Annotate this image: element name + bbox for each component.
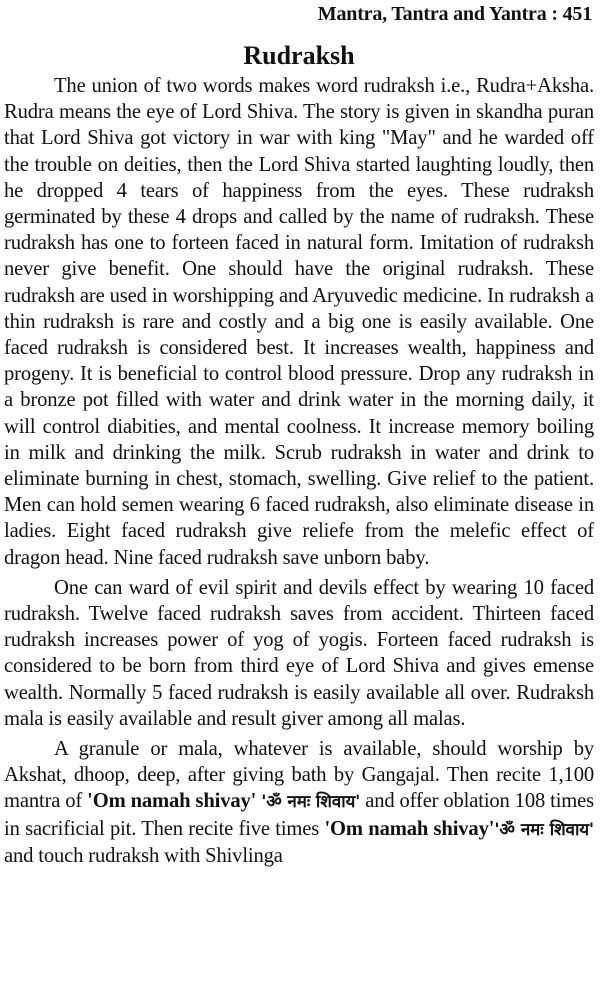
mantra-transliteration-2: 'Om namah shivay' [324,817,495,840]
mantra-devanagari-2: 'ॐ नमः शिवाय' [494,819,594,840]
mantra-devanagari-1: 'ॐ नमः शिवाय' [261,792,361,813]
paragraph-3-text-1: A granule or mala, whatever is available, should worship by Akshat, dhoop, deep, after giving bath by Gangajal. Then recite 1,100 mantra of [4,738,594,813]
paragraph-3-text-2: and offer oblation 108 times in sacrificial pit. Then recite five times [4,790,594,840]
running-header: Mantra, Tantra and Yantra : 451 [317,3,592,25]
paragraph-1: The union of two words makes word rudraksh i.e., Rudra+Aksha. Rudra means the eye of Lord Shiva. The story is given in skandha puran that Lord Shiva got victory in war with king "May" and he warded off the trouble on deities, then the Lord Shiva started laughting loudly, then he dropped 4 tears of happiness from the eyes. These rudraksh germinated by these 4 drops and called by the name of rudraksh. These rudraksh has one to forteen faced in natural form. Imitation of rudraksh never give benefit. One should have the original rudraksh. These rudraksh are used in worshipping and Aryuvedic medicine. In rudraksh a thin rudraksh is rare and costly and a big one is easily available. One faced rudraksh is considered best. It increases wealth, happiness and progeny. It is beneficial to control blood pressure. Drop any rudraksh in a bronze pot filled with water and drink water in the morning daily, it will control diabities, and mental coolness. It increase memory boiling in milk and drinking the milk. Scrub rudraksh in water and drink to eliminate burning in chest, stomach, swelling. Give relief to the patient. Men can hold semen wearing 6 faced rudraksh, also eliminate disease in ladies. Eight faced rudraksh give reliefe from the melefic effect of dragon head. Nine faced rudraksh save unborn baby. [4,75,594,569]
section-title: Rudraksh [243,41,355,70]
paragraph-3-text-3: and touch rudraksh with Shivlinga [4,844,283,867]
mantra-transliteration-1: 'Om namah shivay' [87,790,257,813]
paragraph-2: One can ward of evil spirit and devils effect by wearing 10 faced rudraksh. Twelve faced rudraksh saves from accident. Thirteen faced rudraksh increases power of yog of yogis. Forteen faced rudraksh is considered to be born from third eye of Lord Shiva and gives emense wealth. Normally 5 faced rudraksh is easily available all over. Rudraksh mala is easily available and result giver among all malas. [4,576,594,730]
paragraph-3 [4,736,594,869]
